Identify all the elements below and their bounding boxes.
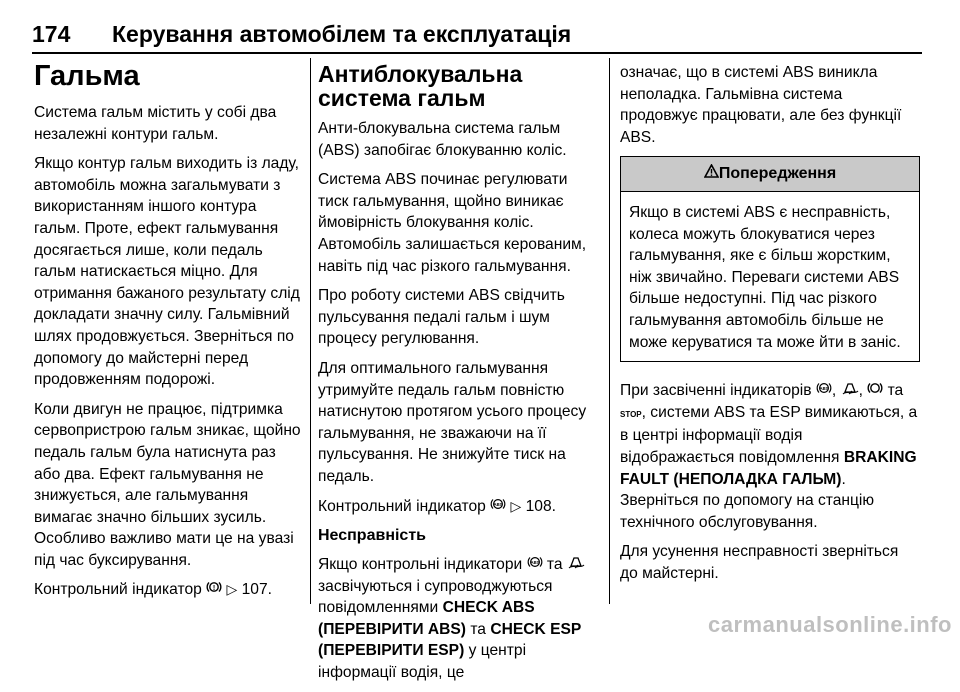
chapter-title: Керування автомобілем та експлуатація <box>112 21 572 47</box>
warning-triangle-icon <box>704 163 719 185</box>
subsection-title-fault: Несправність <box>318 527 426 545</box>
reference-arrow-icon[interactable]: ▷ <box>226 581 238 598</box>
brake-warning-icon <box>206 579 222 601</box>
paragraph: Про роботу системи ABS свідчить пульсування педалі гальм і шум процесу регулювання. <box>318 287 565 348</box>
section-title-abs: Антиблокувальна система гальм <box>318 61 523 111</box>
message-braking-fault: BRAKING FAULT (НЕПОЛАДКА ГАЛЬМ) <box>620 448 917 488</box>
paragraph: Для оптимального гальмування утримуйте педаль гальм повністю натиснутою протягом усього процесу гальмування, не зважаючи на її пульсування. Не знижуйте тиск на педаль. <box>318 359 587 485</box>
text: . Зверніться по допомогу на станцію технічного обслуговування. <box>620 470 875 531</box>
warning-title: Попередження <box>718 165 837 183</box>
svg-text:!: ! <box>212 585 216 593</box>
esp-icon <box>567 554 585 576</box>
warning-body: Якщо в системі ABS є несправність, колеса можуть блокуватися через гальмування, яке є більш жорстким, ніж звичайно. Переваги системи ABS більше недоступні. Під час різкого гальмування автомобіль більше не може керуватися та може йти в заніс. <box>629 203 901 351</box>
text: Якщо контрольні індикатори <box>318 556 523 574</box>
abs-icon <box>816 380 832 402</box>
brake-warning-icon <box>867 380 883 402</box>
column-divider-1 <box>310 58 311 604</box>
paragraph: Система гальм містить у собі два незалежні контури гальм. <box>34 104 277 143</box>
column-divider-2 <box>609 58 610 604</box>
text: у центрі інформації водія, це <box>318 642 527 682</box>
text: , системи ABS та ESP вимикаються, а в центрі інформації водія відображається повідомлення <box>620 403 918 466</box>
warning-box <box>620 156 920 362</box>
text: та <box>546 556 563 574</box>
text: та <box>470 620 486 638</box>
abs-icon <box>527 554 543 576</box>
message-check-esp: CHECK ESP (ПЕРЕВІРИТИ ESP) <box>318 620 582 660</box>
text: та <box>887 382 904 400</box>
text: Контрольний індикатор <box>34 581 202 599</box>
paragraph <box>318 496 601 518</box>
reference-arrow-icon[interactable]: ▷ <box>510 497 522 514</box>
svg-text:ABS: ABS <box>819 385 829 391</box>
watermark: carmanualsonline.info <box>708 612 952 637</box>
paragraph: При засвіченні індикаторів ABS , , та STOP, системи ABS та ESP вимикаються, а в центрі інформації водія відображається повідомлення BRAKING FAULT (НЕПОЛАДКА ГАЛЬМ). Зверніться по допомогу на станцію технічного обслуговування. <box>620 382 918 531</box>
message-check-abs: CHECK ABS (ПЕРЕВІРИТИ ABS) <box>318 599 535 638</box>
page-reference[interactable]: 108. <box>525 497 556 515</box>
page-number: 174 <box>32 21 71 47</box>
header-divider <box>32 52 922 54</box>
column-fault-continued <box>620 62 920 592</box>
paragraph: Система ABS починає регулювати тиск гальмування, щойно виникає ймовірність блокування коліс. Автомобіль залишається керованим, навіть під час різкого гальмування. <box>318 171 587 275</box>
section-title-brakes: Гальма <box>34 60 140 92</box>
page-header <box>32 4 922 48</box>
paragraph: Коли двигун не працює, підтримка сервопристрою гальм зникає, щойно педаль гальм була натиснута раз або два. Ефект гальмування не знижується, але гальмування вимагає значно більших зусиль. Особливо важливо мати це на увазі під час буксирування. <box>34 400 301 569</box>
column-abs <box>318 58 601 692</box>
svg-text:ABS: ABS <box>493 501 503 507</box>
paragraph: Якщо контур гальм виходить із ладу, автомобіль можна загальмувати з використанням іншого контура гальм. Проте, ефект гальмування досягається лише, коли педаль гальм натискається міцно. Для отримання бажаного результату слід докладати значну силу. Гальмівний шлях продовжується. Зверніться по допомогу до майстерні перед продовженням подорожі. <box>34 155 300 389</box>
paragraph: Для усунення несправності зверніться до майстерні. <box>620 543 899 582</box>
svg-text:ABS: ABS <box>530 559 539 565</box>
esp-icon <box>841 380 859 402</box>
paragraph <box>318 554 601 684</box>
text: При засвіченні індикаторів <box>620 382 812 400</box>
text: засвічуються і супроводжуються повідомленнями <box>318 577 553 617</box>
text: Контрольний індикатор <box>318 497 486 515</box>
warning-header <box>621 157 919 192</box>
paragraph: означає, що в системі ABS виникла неполадка. Гальмівна система продовжує працювати, але без функції ABS. <box>620 64 902 146</box>
paragraph <box>34 579 302 601</box>
page-reference[interactable]: 107. <box>241 581 272 599</box>
abs-icon <box>490 496 506 518</box>
paragraph: Анти-блокувальна система гальм (ABS) запобігає блокуванню коліс. <box>318 120 567 159</box>
stop-indicator-icon: STOP <box>620 409 642 419</box>
column-brakes <box>34 58 302 609</box>
